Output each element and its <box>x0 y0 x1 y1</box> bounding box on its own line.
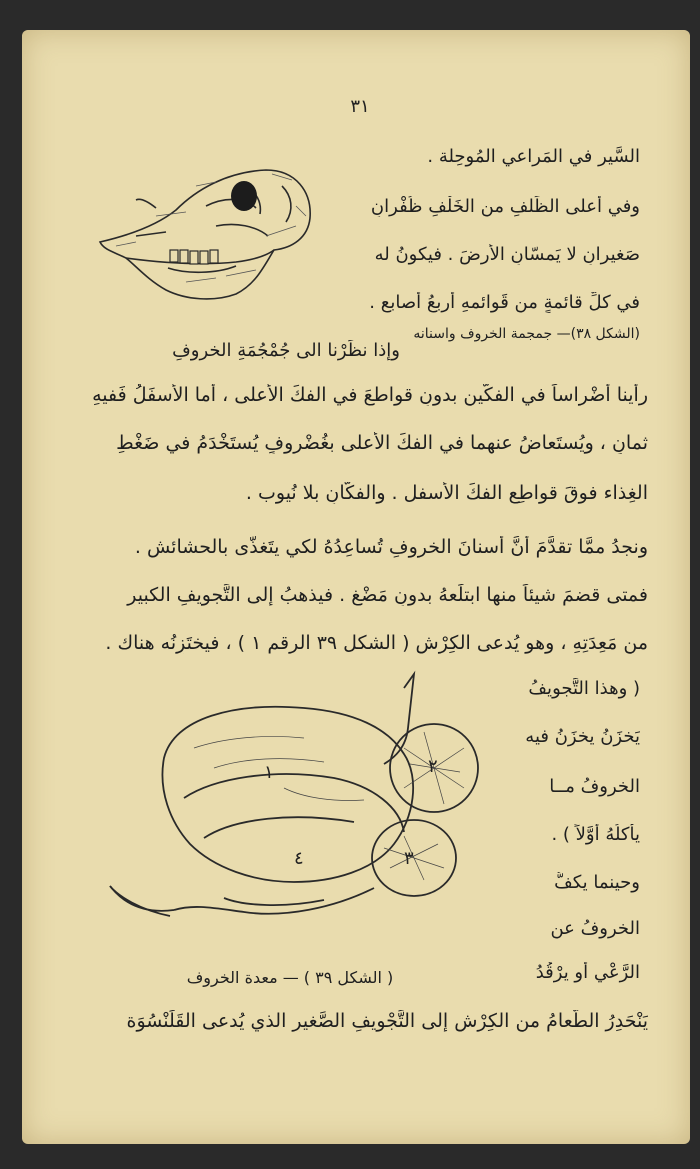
stomach-label-1: ١ <box>264 762 274 783</box>
page-number: ٣١ <box>350 96 370 117</box>
text-line-10: فمتى قضمَ شيئاً منها ابتلَعهُ بدونِ مَضْغٍ . فيذهبُ إلى التَّجويفِ الكبيرِ <box>127 584 648 606</box>
text-line-5: وإذا نظَرْنا الى جُمْجُمَةِ الخروفِ <box>172 340 400 361</box>
text-line-12: ( وهذا التَّجويفُ <box>528 678 640 699</box>
text-line-16: وحينما يكفُّ <box>554 872 640 893</box>
skull-eye-socket <box>231 181 257 211</box>
text-line-18: الرَّعْي أو يرْقُدُ <box>535 962 640 983</box>
stomach-label-3: ٣ <box>404 848 414 869</box>
text-line-14: الخروفُ مــا <box>549 776 640 797</box>
text-line-15: يأكلُهُ أوَّلاً ) . <box>551 824 640 845</box>
sheep-skull-illustration <box>96 166 318 304</box>
stomach-label-2: ٢ <box>428 756 438 777</box>
text-line-13: يَخزَنُ يخزَنُ فيه <box>525 726 640 747</box>
text-line-8: الغِذاء فوقَ قواطِعِ الفكِّ الأسفل . والفكَّانِ بلا نُيوب . <box>245 482 648 504</box>
text-line-3: صَغيرانِ لا يَمسّانِ الأرضَ . فيكونُ له <box>374 244 640 265</box>
text-line-11: من مَعِدَتِهِ ، وهو يُدعى الكِرْش ( الشكل ٣٩ الرقم ١ ) ، فيختَزِنُه هناك . <box>105 632 648 654</box>
stomach-label-4: ٤ <box>294 848 304 869</box>
text-line-9: ونجدُ ممَّا تقدَّمَ أنَّ أسنانَ الخروفِ تُساعِدُهُ لكي يتَغذَّى بالحشائش . <box>134 536 648 558</box>
text-line-17: الخروفُ عن <box>550 918 640 939</box>
text-line-19: يَنْحَدِرُ الطَّعامُ من الكِرْشِ إلى التَّجْويفِ الصَّغيرِ الذي يُدعى القَلَنْسُوَة <box>126 1010 648 1032</box>
text-line-6: رأينا أضْراساً في الفكَّينِ بدونِ قواطعَ في الفكِّ الأعلى ، أما الأسفَلُ فَفيهِ <box>92 384 648 406</box>
sheep-stomach-illustration <box>104 668 484 950</box>
text-line-2: وفي أعلى الظِّلفِ من الخَلْفِ ظُفْرانِ <box>370 196 640 217</box>
text-line-7: ثمانٍ ، ويُستَعاضُ عنهما في الفكِّ الأعلى بغُضْروفٍ يُستَخْدَمُ في ضَغْطِ <box>116 432 648 454</box>
figure-38-caption: (الشكل ٣٨)— جمجمة الخروف واسنانه <box>413 326 640 342</box>
text-line-4: في كلِّ قائمةٍ من قَوائمهِ أربعُ أصابع . <box>369 292 640 313</box>
figure-39-caption: ( الشكل ٣٩ ) — معدة الخروف <box>186 968 394 987</box>
text-line-1: السَّيرِ في المَراعي المُوحِلة . <box>427 146 640 167</box>
